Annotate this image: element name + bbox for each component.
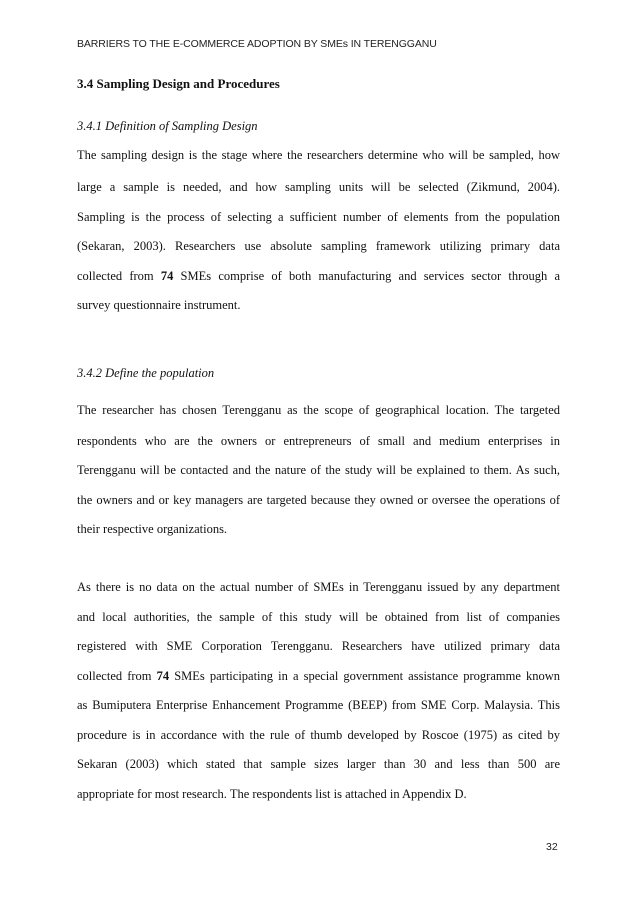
paragraph-line: The sampling design is the stage where the researchers determine who will be sampled, how: [77, 148, 560, 162]
subsection-heading-definition: 3.4.1 Definition of Sampling Design: [77, 119, 258, 133]
sme-count: 74: [160, 269, 174, 283]
paragraph-line: the owners and or key managers are targeted because they owned or oversee the operations of: [77, 493, 560, 507]
paragraph-line: As there is no data on the actual number of SMEs in Terengganu issued by any department: [77, 580, 560, 594]
paragraph-line: collected from 74 SMEs participating in a special government assistance programme known: [77, 669, 560, 683]
section-heading: 3.4 Sampling Design and Procedures: [77, 76, 280, 91]
paragraph-line: procedure is in accordance with the rule of thumb developed by Roscoe (1975) as cited by: [77, 728, 560, 742]
paragraph-line: appropriate for most research. The respondents list is attached in Appendix D.: [77, 787, 467, 801]
paragraph-line: Sampling is the process of selecting a sufficient number of elements from the population: [77, 210, 560, 224]
running-header: BARRIERS TO THE E-COMMERCE ADOPTION BY SMEs IN TERENGGANU: [77, 38, 437, 50]
paragraph-line: and local authorities, the sample of this study will be obtained from list of companies: [77, 610, 560, 624]
subsection-heading-population: 3.4.2 Define the population: [77, 366, 215, 380]
paragraph-line: respondents who are the owners or entrepreneurs of small and medium enterprises in: [77, 434, 560, 448]
page-number: 32: [546, 841, 558, 853]
paragraph-line: survey questionnaire instrument.: [77, 298, 241, 312]
sme-count: 74: [156, 669, 170, 683]
paragraph-line: (Sekaran, 2003). Researchers use absolute sampling framework utilizing primary data: [77, 239, 560, 253]
paragraph-line: large a sample is needed, and how sampling units will be selected (Zikmund, 2004).: [77, 180, 560, 194]
paragraph-line: The researcher has chosen Terengganu as the scope of geographical location. The targeted: [77, 403, 560, 417]
paragraph-line: registered with SME Corporation Terengganu. Researchers have utilized primary data: [77, 639, 560, 653]
paragraph-line: Sekaran (2003) which stated that sample sizes larger than 30 and less than 500 are: [77, 757, 560, 771]
paragraph-line: as Bumiputera Enterprise Enhancement Programme (BEEP) from SME Corp. Malaysia. This: [77, 698, 560, 712]
paragraph-line: their respective organizations.: [77, 522, 228, 536]
paragraph-line: collected from 74 SMEs comprise of both manufacturing and services sector through a: [77, 269, 560, 283]
paragraph-line: Terengganu will be contacted and the nature of the study will be explained to them. As such,: [77, 463, 560, 477]
